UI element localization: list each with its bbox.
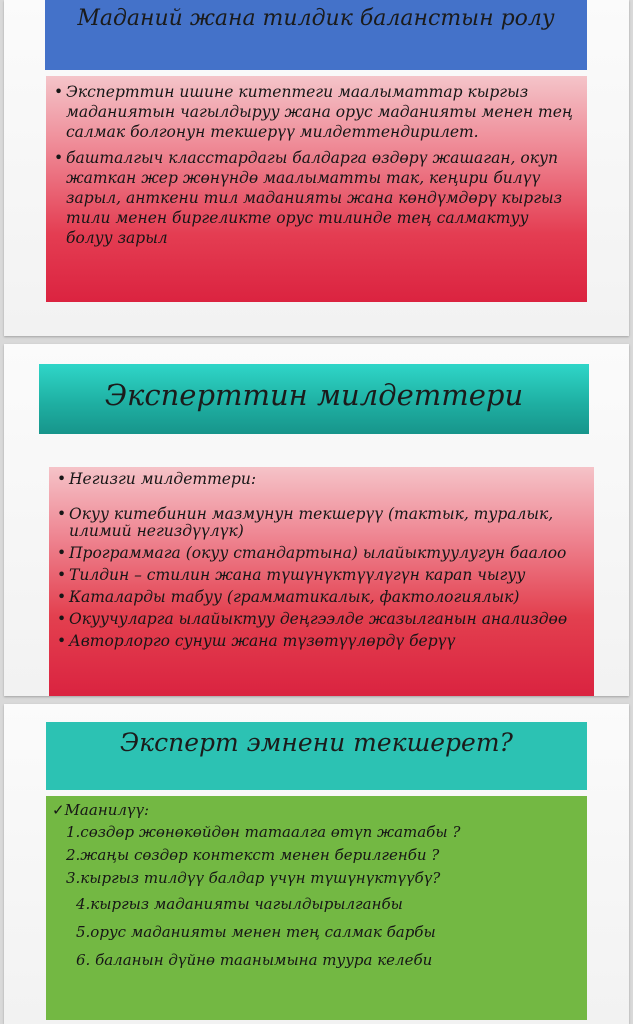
slide-title: Эксперт эмнени текшерет? xyxy=(46,722,587,790)
list-item: 1.сөздөр жөнөкөйдөн татаалга өтүп жатабы ? xyxy=(66,823,461,841)
bullet-item: • Программага (окуу стандартына) ылайыктуулугун баалоо xyxy=(55,545,586,562)
bullet-item: • Окуучуларга ылайыктуу деңгээлде жазылганын анализдөө xyxy=(55,611,586,628)
bullet-item: • башталгыч класстардагы балдарга өздөрү жашаган, окуп жаткан жер жөнүндө маалыматты так, кеңири билүү зарыл, анткени тил маданияты жана көндүмдөрү кыргыз тили менен биргеликте орус тилинде тең салмактуу болуу зарыл xyxy=(52,148,579,248)
list-item: 2.жаңы сөздөр контекст менен берилгенби ? xyxy=(66,846,440,864)
bullet-item: • Эксперттин ишине китептеги маалыматтар кыргыз маданиятын чагылдыруу жана орус маданияты менен тең салмак болгонун текшерүү милдеттендирилет. xyxy=(52,82,579,142)
list-item: 4.кыргыз маданияты чагылдырылганбы xyxy=(76,895,403,913)
slide-body xyxy=(49,467,594,696)
slide-expert-duties xyxy=(4,344,629,696)
list-item: 5.орус маданияты менен тең салмак барбы xyxy=(76,923,436,941)
section-header xyxy=(46,796,587,820)
slide-title: Эксперттин милдеттери xyxy=(39,364,589,434)
section-header-label: Маанилүү: xyxy=(64,801,150,819)
slide-cultural-balance xyxy=(4,0,629,336)
list-item: 6. баланын дүйнө таанымына туура келеби xyxy=(76,951,433,969)
bullet-item: • Тилдин – стилин жана түшүнүктүүлүгүн карап чыгуу xyxy=(55,567,586,584)
slide-title: Маданий жана тилдик баланстын ролу xyxy=(45,0,587,70)
slide-body xyxy=(46,76,587,302)
bullet-item: • Окуу китебинин мазмунун текшерүү (тактык, туралык, илимий негиздүүлүк) xyxy=(55,506,586,540)
list-item: 3.кыргыз тилдүү балдар үчүн түшүнүктүүбү? xyxy=(66,869,441,887)
slide-body xyxy=(46,796,587,1020)
bullet-item: • Каталарды табуу (грамматикалык, фактологиялык) xyxy=(55,589,586,606)
slide-what-expert-checks xyxy=(4,704,629,1024)
bullet-item: • Негизги милдеттери: xyxy=(55,471,586,488)
checkmark-icon: ✓ xyxy=(52,801,65,819)
bullet-item: • Авторлорго сунуш жана түзөтүүлөрдү берүү xyxy=(55,633,586,650)
